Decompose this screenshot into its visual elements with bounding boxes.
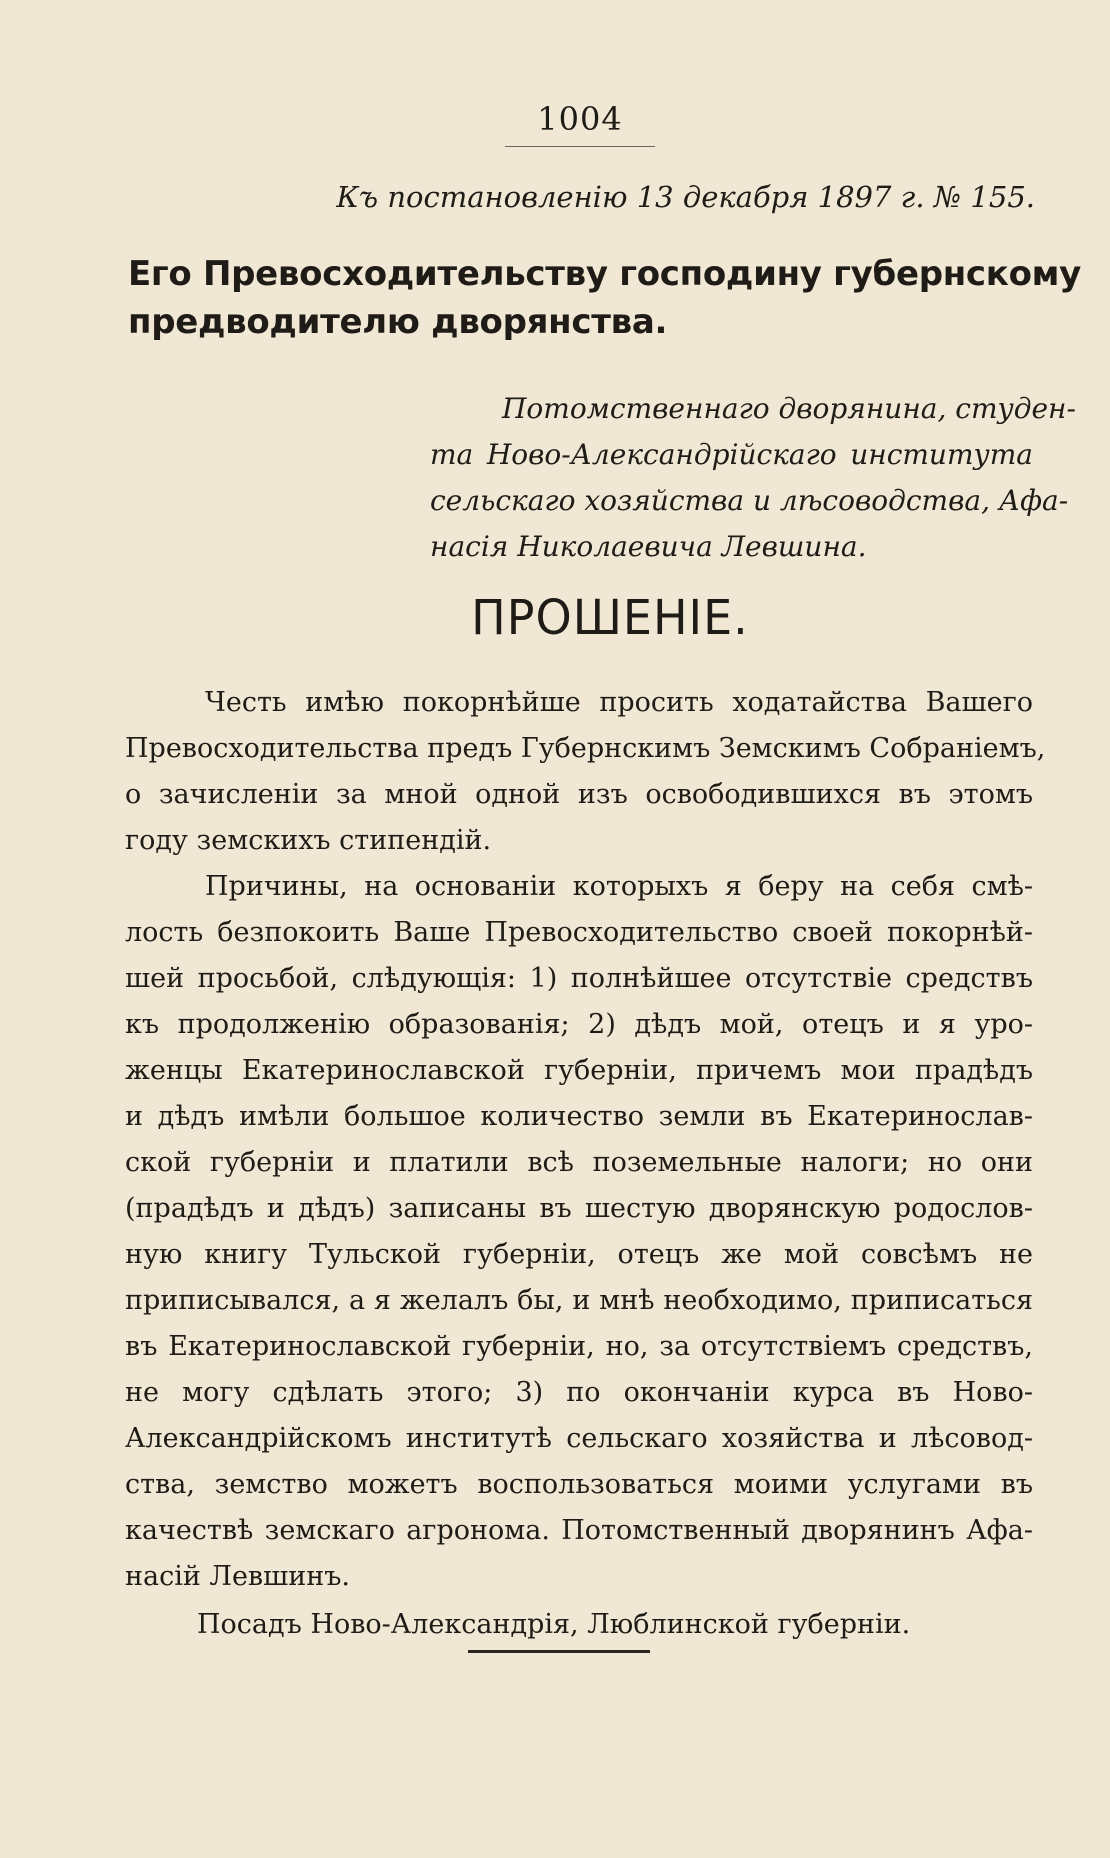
body-line: шей просьбой, слѣдующія: 1) полнѣйшее отсутствіе средствъ: [125, 963, 1033, 994]
body-line: не могу сдѣлать этого; 3) по окончаніи курса въ Ново-: [125, 1377, 1033, 1408]
body-line: качествѣ земскаго агронома. Потомственный дворянинъ Афа-: [125, 1515, 1033, 1546]
page-number: 1004: [537, 100, 623, 138]
petition-body: [125, 680, 1046, 1600]
body-line: Причины, на основаніи которыхъ я беру на себя смѣ-: [205, 871, 1033, 902]
end-rule: [468, 1650, 650, 1653]
body-line: женцы Екатеринославской губерніи, причемъ мои прадѣдъ: [125, 1055, 1033, 1086]
closing-location: [125, 1602, 1033, 1648]
body-line: (прадѣдъ и дѣдъ) записаны въ шестую дворянскую родослов-: [125, 1193, 1033, 1224]
body-line: въ Екатеринославской губерніи, но, за отсутствіемъ средствъ,: [125, 1331, 1033, 1362]
petitioner-line: сельскаго хозяйства и лѣсоводства, Афа-: [430, 484, 1069, 517]
petitioner-line: насія Николаевича Левшина.: [430, 530, 867, 563]
addressee-heading: [128, 250, 1081, 346]
petitioner-line: Потомственнаго дворянина, студен-: [502, 392, 1076, 425]
body-line: ную книгу Тульской губерніи, отецъ же мой совсѣмъ не: [125, 1239, 1033, 1270]
petitioner-line: та Ново-Александрійскаго института: [430, 438, 1033, 471]
addressee-line: Его Превосходительству господину губернскому: [128, 254, 1081, 294]
body-line: ской губерніи и платили всѣ поземельные налоги; но они: [125, 1147, 1033, 1178]
body-line: приписывался, а я желалъ бы, и мнѣ необходимо, приписаться: [125, 1285, 1033, 1316]
body-line: Честь имѣю покорнѣйше просить ходатайства Вашего: [205, 687, 1033, 718]
closing-line: Посадъ Ново-Александрія, Люблинской губерніи.: [197, 1609, 911, 1640]
body-line: къ продолженію образованія; 2) дѣдъ мой, отецъ и я уро-: [125, 1009, 1033, 1040]
page-number-rule: [505, 146, 655, 147]
petitioner-block: [430, 386, 1076, 570]
body-line: о зачисленіи за мной одной изъ освободившихся въ этомъ: [125, 779, 1033, 810]
document-title: ПРОШЕНІЕ.: [471, 588, 749, 646]
body-line: лость безпокоить Ваше Превосходительство своей покорнѣй-: [125, 917, 1033, 948]
body-line: Превосходительства предъ Губернскимъ Земскимъ Собраніемъ,: [125, 733, 1046, 764]
addressee-line: предводителю дворянства.: [128, 302, 668, 342]
body-line: Александрійскомъ институтѣ сельскаго хозяйства и лѣсовод-: [125, 1423, 1033, 1454]
body-line: насій Левшинъ.: [125, 1561, 350, 1592]
resolution-reference: Къ постановленію 13 декабря 1897 г. № 155.: [336, 180, 1035, 214]
body-line: ства, земство можетъ воспользоваться моими услугами въ: [125, 1469, 1033, 1500]
body-line: и дѣдъ имѣли большое количество земли въ Екатеринослав-: [125, 1101, 1033, 1132]
body-line: году земскихъ стипендій.: [125, 825, 492, 856]
